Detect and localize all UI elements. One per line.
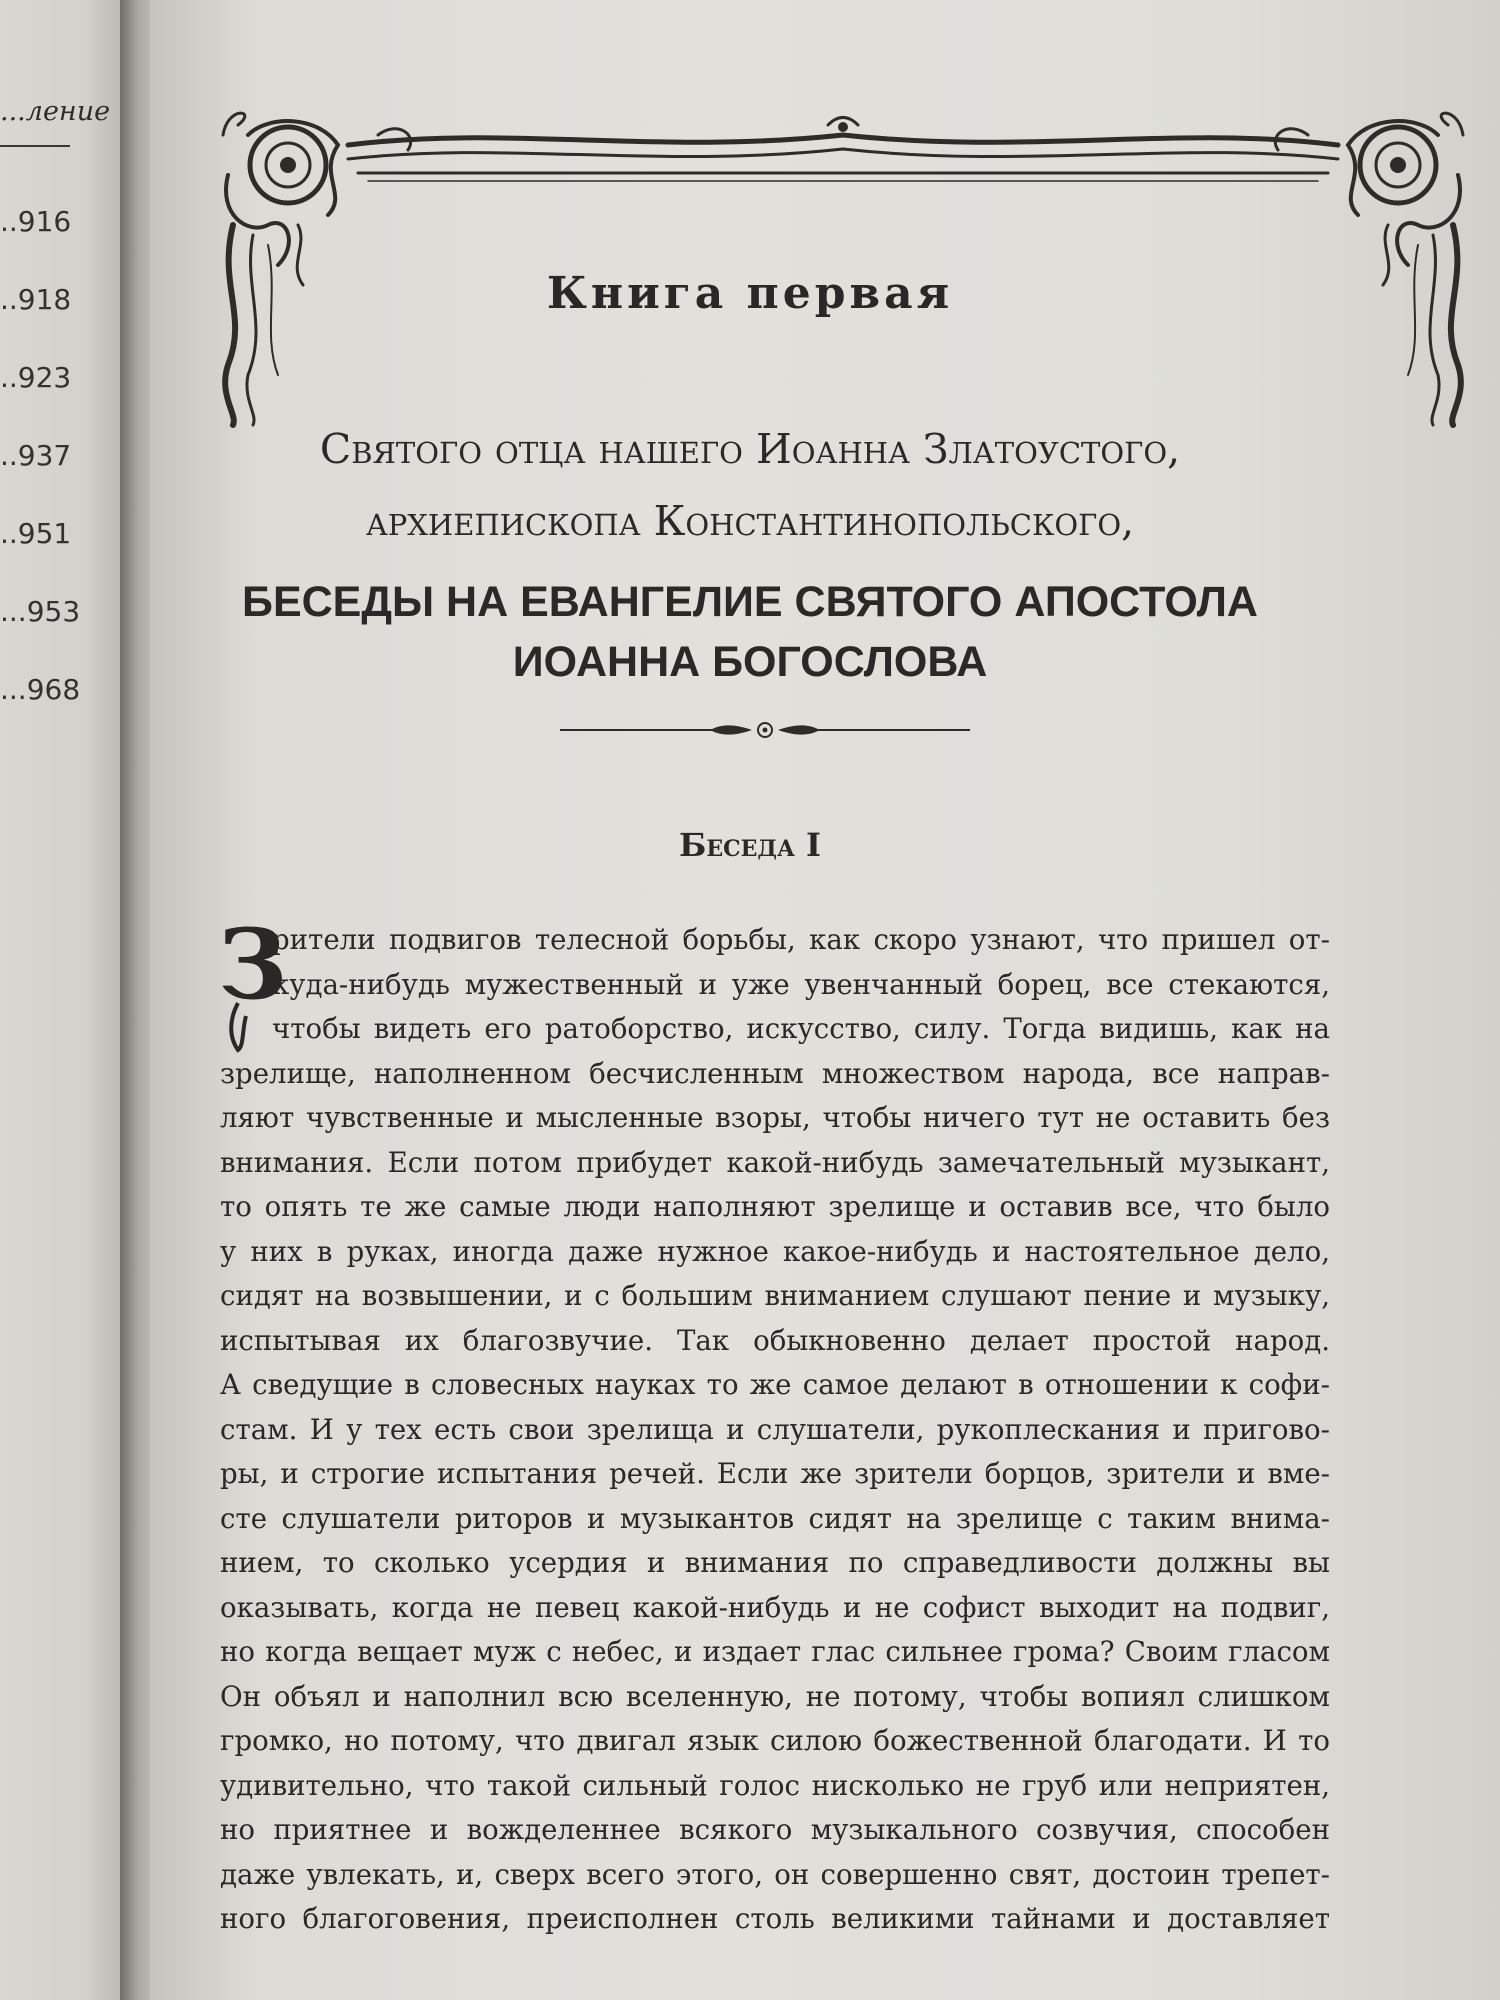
text-line: громко, но потому, что двигал язык силою божественной благодати. И то xyxy=(220,1724,1330,1757)
text-line: рители подвигов телесной борьбы, как скоро узнают, что пришел от- xyxy=(272,923,1330,956)
text-line: ляют чувственные и мысленные взоры, чтобы ничего тут не оставить без xyxy=(220,1101,1330,1134)
text-line: то опять те же самые люди наполняют зрелище и оставив все, что было xyxy=(220,1190,1330,1223)
section-title: Беседа I xyxy=(679,826,821,864)
text-line: сидят на возвышении, и с большим вниманием слушают пение и музыку, xyxy=(220,1279,1330,1312)
text-line: сте слушатели риторов и музыкантов сидят на зрелище с таким внима- xyxy=(220,1501,1330,1535)
toc-page-number: ..918 xyxy=(0,283,72,316)
author-line-2: архиепископа Константинопольского, xyxy=(365,497,1135,545)
text-line: стам. И у тех есть свои зрелища и слушатели, рукоплескания и пригово- xyxy=(220,1412,1330,1446)
text-line: испытывая их благозвучие. Так обыкновенно делает простой народ. xyxy=(220,1323,1330,1357)
author-line-1: Святого отца нашего Иоанна Златоустого, xyxy=(319,425,1181,473)
dropcap-glyph: З xyxy=(218,908,288,1021)
body-text xyxy=(220,918,1330,1942)
text-line: ры, и строгие испытания речей. Если же зрители борцов, зрители и вме- xyxy=(220,1457,1330,1490)
text-line: зрелище, наполненном бесчисленным множеством народа, все направ- xyxy=(220,1056,1330,1090)
right-page xyxy=(150,0,1500,2000)
text-line: нием, то сколько усердия и внимания по справедливости должны вы xyxy=(220,1546,1330,1579)
text-line: Он объял и наполнил всю вселенную, не потому, чтобы вопиял слишком xyxy=(220,1679,1330,1713)
text-line: ного благоговения, преисполнен столь великими тайнами и доставляет xyxy=(220,1902,1330,1935)
toc-page-number: ..916 xyxy=(0,205,72,238)
work-title-line-2: ИОАННА БОГОСЛОВА xyxy=(512,638,988,686)
text-line: оказывать, когда не певец какой-нибудь и не софист выходит на подвиг, xyxy=(220,1590,1330,1624)
text-line: но когда вещает муж с небес, и издает глас сильнее грома? Своим гласом xyxy=(220,1635,1330,1668)
text-line: куда-нибудь мужественный и уже увенчанный борец, все стекаются, xyxy=(272,967,1330,1001)
text-line: А сведущие в словесных науках то же самое делают в отношении к софи- xyxy=(220,1368,1330,1401)
book-title: Книга первая xyxy=(546,268,954,319)
toc-page-number: ...953 xyxy=(0,595,81,628)
text-line: внимания. Если потом прибудет какой-нибудь замечательный музыкант, xyxy=(220,1145,1330,1179)
toc-page-number: ..923 xyxy=(0,361,72,394)
toc-page-number: ...968 xyxy=(0,673,81,706)
text-line: даже увлекать, и, сверх всего этого, он совершенно свят, достоин трепет- xyxy=(220,1857,1330,1891)
text-line: но приятнее и вожделеннее всякого музыкального созвучия, способен xyxy=(220,1813,1330,1846)
left-heading-rule xyxy=(0,145,70,147)
left-page-heading: ...ление xyxy=(0,96,111,127)
text-line: у них в руках, иногда даже нужное какое-нибудь и настоятельное дело, xyxy=(220,1234,1330,1268)
toc-page-number: ..937 xyxy=(0,439,72,472)
work-title-line-1: БЕСЕДЫ НА ЕВАНГЕЛИЕ СВЯТОГО АПОСТОЛА xyxy=(242,578,1258,626)
toc-page-number: ..951 xyxy=(0,517,72,550)
text-line: чтобы видеть его ратоборство, искусство, силу. Тогда видишь, как на xyxy=(272,1012,1330,1045)
ornamental-divider-icon xyxy=(560,718,970,742)
text-line: удивительно, что такой сильный голос нисколько не груб или неприятен, xyxy=(220,1768,1330,1802)
